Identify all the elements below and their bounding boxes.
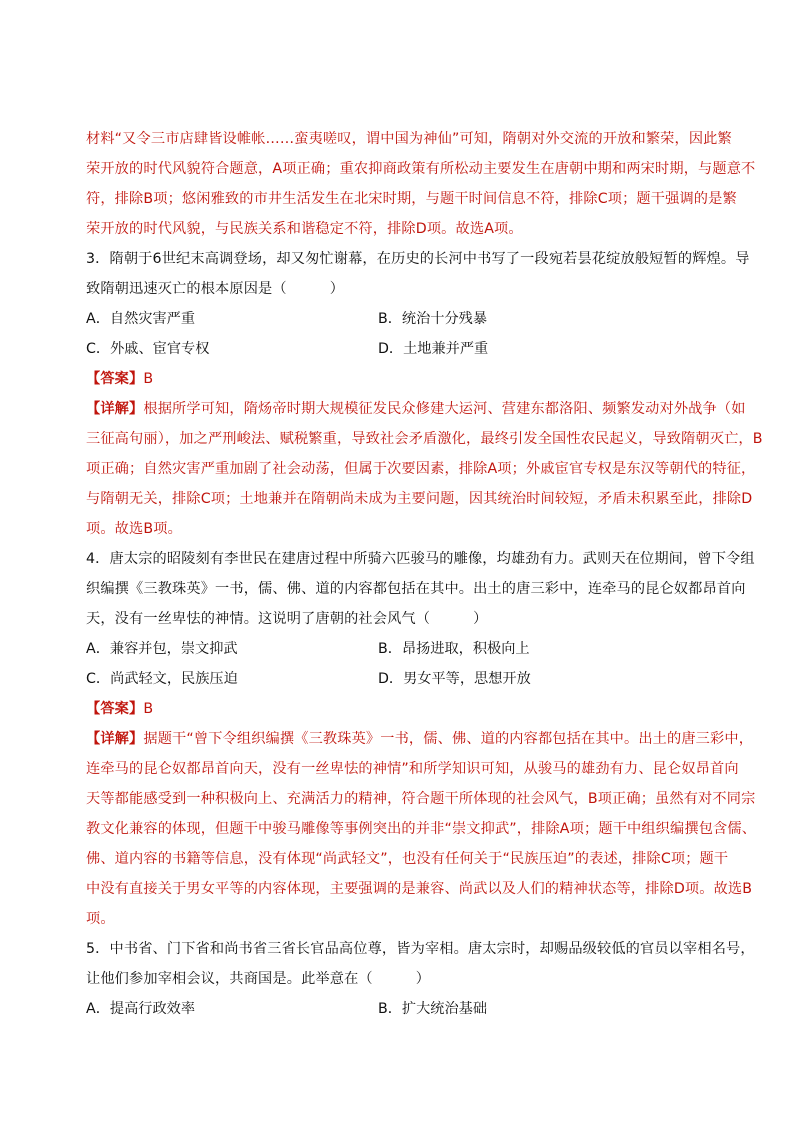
question-3 — [86, 244, 763, 544]
text-line: 荣开放的时代风貌符合题意，A项正确；重农抑商政策有所松动主要发生在唐朝中期和两宋时期，与题意不 — [86, 161, 756, 177]
text-line: 中没有直接关于男女平等的内容体现，主要强调的是兼容、尚武以及人们的精神状态等，排除D项。故选B — [86, 881, 753, 897]
text-line: 项正确；自然灾害严重加剧了社会动荡，但属于次要因素，排除A项；外戚宦官专权是东汉等朝代的特征， — [86, 461, 756, 477]
text-line: 符，排除B项；悠闲雅致的市井生活发生在北宋时期，与题干时间信息不符，排除C项；题干强调的是繁 — [86, 191, 737, 207]
explanation — [86, 724, 757, 934]
detail-label: 【详解】 — [86, 731, 144, 747]
option-d: D．男女平等，思想开放 — [378, 671, 531, 687]
option-c: C．外戚、宦官专权 — [86, 341, 210, 357]
question-stem: 天，没有一丝卑怯的神情。这说明了唐朝的社会风气（ ） — [86, 611, 488, 627]
option-row — [86, 304, 716, 334]
text-line: 教文化兼容的体现，但题干中骏马雕像等事例突出的并非“崇文抑武”，排除A项；题干中组织编撰包含儒、 — [86, 821, 757, 837]
detail-label: 【详解】 — [86, 401, 144, 417]
question-4 — [86, 544, 757, 934]
question-stem: 3．隋朝于6世纪末高调登场，却又匆忙谢幕，在历史的长河中书写了一段宛若昙花绽放般短暂的辉煌。导 — [86, 251, 750, 267]
option-c: C．尚武轻文，民族压迫 — [86, 671, 238, 687]
answer-value: B — [143, 371, 154, 387]
option-row — [86, 664, 716, 694]
question-stem: 致隋朝迅速灭亡的根本原因是（ ） — [86, 281, 345, 297]
option-row — [86, 994, 716, 1024]
answer-value: B — [143, 701, 154, 717]
answer-label: 【答案】 — [86, 371, 144, 387]
question-stem: 5．中书省、门下省和尚书省三省长官品高位尊，皆为宰相。唐太宗时，却赐品级较低的官员以宰相名号， — [86, 941, 755, 957]
q2-explanation — [86, 124, 756, 244]
text-line: 荣开放的时代风貌，与民族关系和谐稳定不符，排除D项。故选A项。 — [86, 221, 523, 237]
text-line: 项。故选B项。 — [86, 521, 182, 537]
text-line: 项。 — [86, 911, 115, 927]
option-d: D．土地兼并严重 — [378, 341, 489, 357]
option-row — [86, 634, 716, 664]
question-stem: 织编撰《三教珠英》一书，儒、佛、道的内容都包括在其中。出土的唐三彩中，连牵马的昆仑奴都昂首向 — [86, 581, 746, 597]
answer-line — [86, 364, 716, 394]
question-stem: 4．唐太宗的昭陵刻有李世民在建唐过程中所骑六匹骏马的雕像，均雄劲有力。武则天在位期间，曾下令组 — [86, 551, 755, 567]
text-line: 佛、道内容的书籍等信息，没有体现“尚武轻文”，也没有任何关于“民族压迫”的表述，排除C项；题干 — [86, 851, 729, 867]
option-b: B．统治十分残暴 — [378, 311, 488, 327]
text-line — [86, 724, 754, 754]
detail-text: 据题干“曾下令组织编撰《三教珠英》一书，儒、佛、道的内容都包括在其中。出土的唐三彩中， — [143, 731, 754, 747]
question-5 — [86, 934, 755, 1024]
option-b: B．扩大统治基础 — [378, 1001, 488, 1017]
option-row — [86, 334, 716, 364]
detail-text: 根据所学可知，隋炀帝时期大规模征发民众修建大运河、营建东都洛阳、频繁发动对外战争（如 — [143, 401, 746, 417]
explanation — [86, 394, 763, 544]
text-line: 连牵马的昆仑奴都昂首向天，没有一丝卑怯的神情”和所学知识可知，从骏马的雄劲有力、昆仑奴昂首向 — [86, 761, 739, 777]
text-line: 材料“又令三市店肆皆设帷帐……蛮夷嗟叹，谓中国为神仙”可知，隋朝对外交流的开放和繁荣，因此繁 — [86, 131, 732, 147]
document-page — [86, 124, 763, 1024]
option-a: A．兼容并包，崇文抑武 — [86, 641, 238, 657]
option-a: A．提高行政效率 — [86, 1001, 196, 1017]
answer-line — [86, 694, 716, 724]
answer-label: 【答案】 — [86, 701, 144, 717]
option-b: B．昂扬进取，积极向上 — [378, 641, 530, 657]
text-line: 天等都能感受到一种积极向上、充满活力的精神，符合题干所体现的社会风气，B项正确；虽然有对不同宗 — [86, 791, 756, 807]
text-line: 与隋朝无关，排除C项；土地兼并在隋朝尚未成为主要问题，因其统治时间较短，矛盾未积累至此，排除D — [86, 491, 753, 507]
text-line: 三征高句丽），加之严刑峻法、赋税繁重，导致社会矛盾激化，最终引发全国性农民起义，导致隋朝灭亡，B — [86, 431, 763, 447]
text-line — [86, 394, 746, 424]
question-stem: 让他们参加宰相会议，共商国是。此举意在（ ） — [86, 971, 431, 987]
option-a: A．自然灾害严重 — [86, 311, 196, 327]
